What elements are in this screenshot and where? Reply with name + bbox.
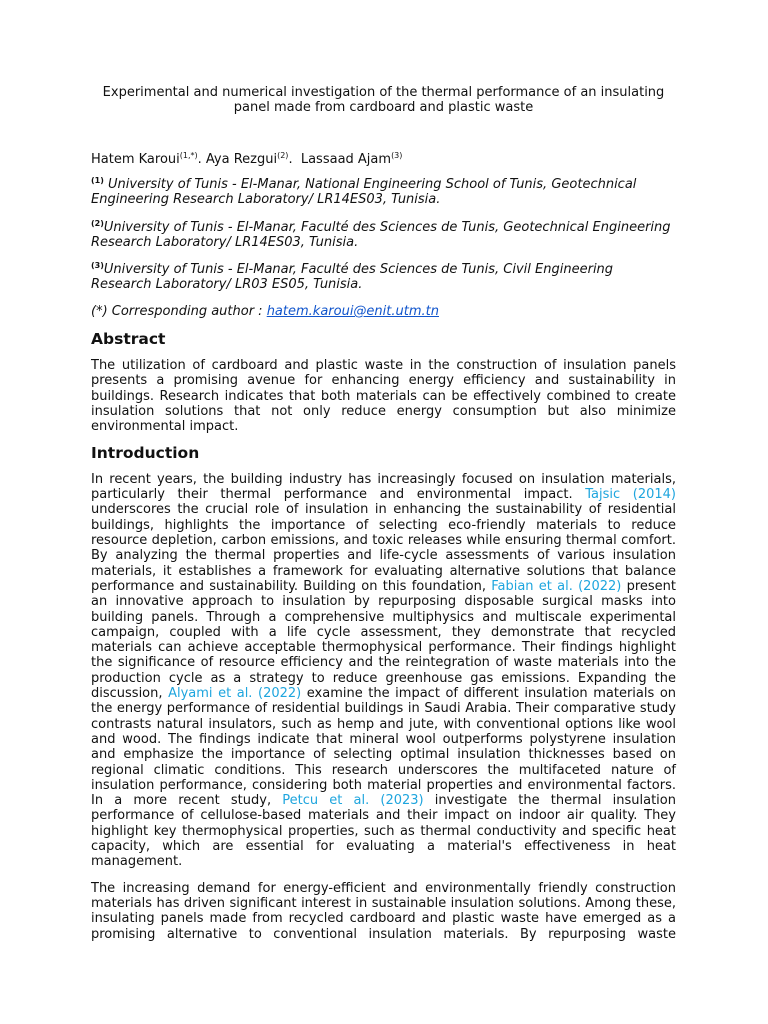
affiliation-1 (91, 177, 676, 208)
affiliation-1-marker: (1) (91, 175, 104, 185)
affiliation-3-marker: (3) (91, 260, 104, 270)
author-1-separator: . (197, 151, 206, 167)
abstract-heading: Abstract (91, 329, 166, 348)
abstract-text: The utilization of cardboard and plastic waste in the construction of insulation panels presents a promising avenue for enhancing energy efficiency and sustainability in buildings. Research indicates that both materials can be effectively combined to create insulation solutions that not only reduce energy consumption but also minimize environmental impact. (91, 357, 676, 435)
introduction-paragraph-2: The increasing demand for energy-efficient and environmentally friendly construction materials has driven significant interest in sustainable insulation solutions. Among these, insulating panels made from recycled cardboard and plastic waste have emerged as a promising alternative to conventional insulation materials. By repurposing waste (91, 880, 676, 942)
affiliation-1-text: University of Tunis - El-Manar, National Engineering School of Tunis, Geotechnical Engineering Research Laboratory/ LR14ES03, Tunisia. (91, 176, 637, 208)
introduction-heading: Introduction (91, 443, 200, 462)
citation-alyami-2022-link[interactable]: Alyami et al. (2022) (168, 686, 302, 702)
affiliation-2 (91, 220, 676, 251)
author-1-affiliation-marker: (1,*) (179, 150, 198, 160)
author-3-affiliation-marker: (3) (391, 150, 403, 160)
citation-petcu-2023-link[interactable]: Petcu et al. (2023) (282, 793, 424, 809)
citation-tajsic-2014-link[interactable]: Tajsic (2014) (585, 487, 676, 503)
introduction-paragraph-1 (91, 472, 676, 870)
affiliation-2-text: University of Tunis - El-Manar, Faculté des Sciences de Tunis, Geotechnical Engineering Research Laboratory/ LR14ES03, Tunisia. (91, 219, 671, 251)
corresponding-author (91, 304, 676, 319)
intro-text-segment: present an innovative approach to insulation by repurposing disposable surgical masks into building panels. Through a comprehensive multiphysics and multiscale experimental campaign, coupled with a life cycle assessment, they demonstrate that recycled materials can achieve acceptable thermophysical performance. Their findings highlight the significance of resource efficiency and the reintegration of waste materials into the production cycle as a strategy to reduce greenhouse gas emissions. Expanding the discussion, (91, 578, 676, 702)
author-2-affiliation-marker: (2) (277, 150, 289, 160)
corresponding-email-link[interactable]: hatem.karoui@enit.utm.tn (266, 303, 439, 319)
affiliation-2-marker: (2) (91, 218, 104, 228)
author-2-separator: . (288, 151, 301, 167)
author-2-name: Aya Rezgui (205, 151, 278, 167)
paper-title: Experimental and numerical investigation of the thermal performance of an insulating panel made from cardboard and plastic waste (102, 85, 665, 116)
affiliation-3 (91, 262, 676, 293)
author-list (91, 152, 676, 167)
intro-text-segment: underscores the crucial role of insulation in enhancing the sustainability of residential buildings, highlights the importance of selecting eco-friendly materials to reduce resource depletion, carbon emissions, and toxic releases while ensuring thermal comfort. By analyzing the thermal properties and life-cycle assessments of various insulation materials, it establishes a framework for evaluating alternative solutions that balance performance and sustainability. Building on this foundation, (91, 502, 676, 594)
author-3-name: Lassaad Ajam (300, 151, 392, 167)
intro-text-segment: In recent years, the building industry has increasingly focused on insulation materials, particularly their thermal performance and environmental impact. (91, 471, 676, 503)
corresponding-author-label: (*) Corresponding author : (91, 303, 267, 319)
intro-text-segment: investigate the thermal insulation performance of cellulose-based materials and their impact on indoor air quality. They highlight key thermophysical properties, such as thermal conductivity and specific heat capacity, which are essential for evaluating a material's effectiveness in heat management. (91, 793, 676, 870)
affiliation-3-text: University of Tunis - El-Manar, Faculté des Sciences de Tunis, Civil Engineering Research Laboratory/ LR03 ES05, Tunisia. (91, 261, 614, 293)
author-1-name: Hatem Karoui (91, 151, 180, 167)
intro-text-segment: examine the impact of different insulation materials on the energy performance of residential buildings in Saudi Arabia. Their comparative study contrasts natural insulators, such as hemp and jute, with conventional options like wool and wood. The findings indicate that mineral wool outperforms polystyrene insulation and emphasize the importance of selecting optimal insulation thicknesses based on regional climatic conditions. This research underscores the multifaceted nature of insulation performance, considering both material properties and environmental factors. In a more recent study, (91, 686, 677, 809)
citation-fabian-2022-link[interactable]: Fabian et al. (2022) (491, 578, 622, 594)
